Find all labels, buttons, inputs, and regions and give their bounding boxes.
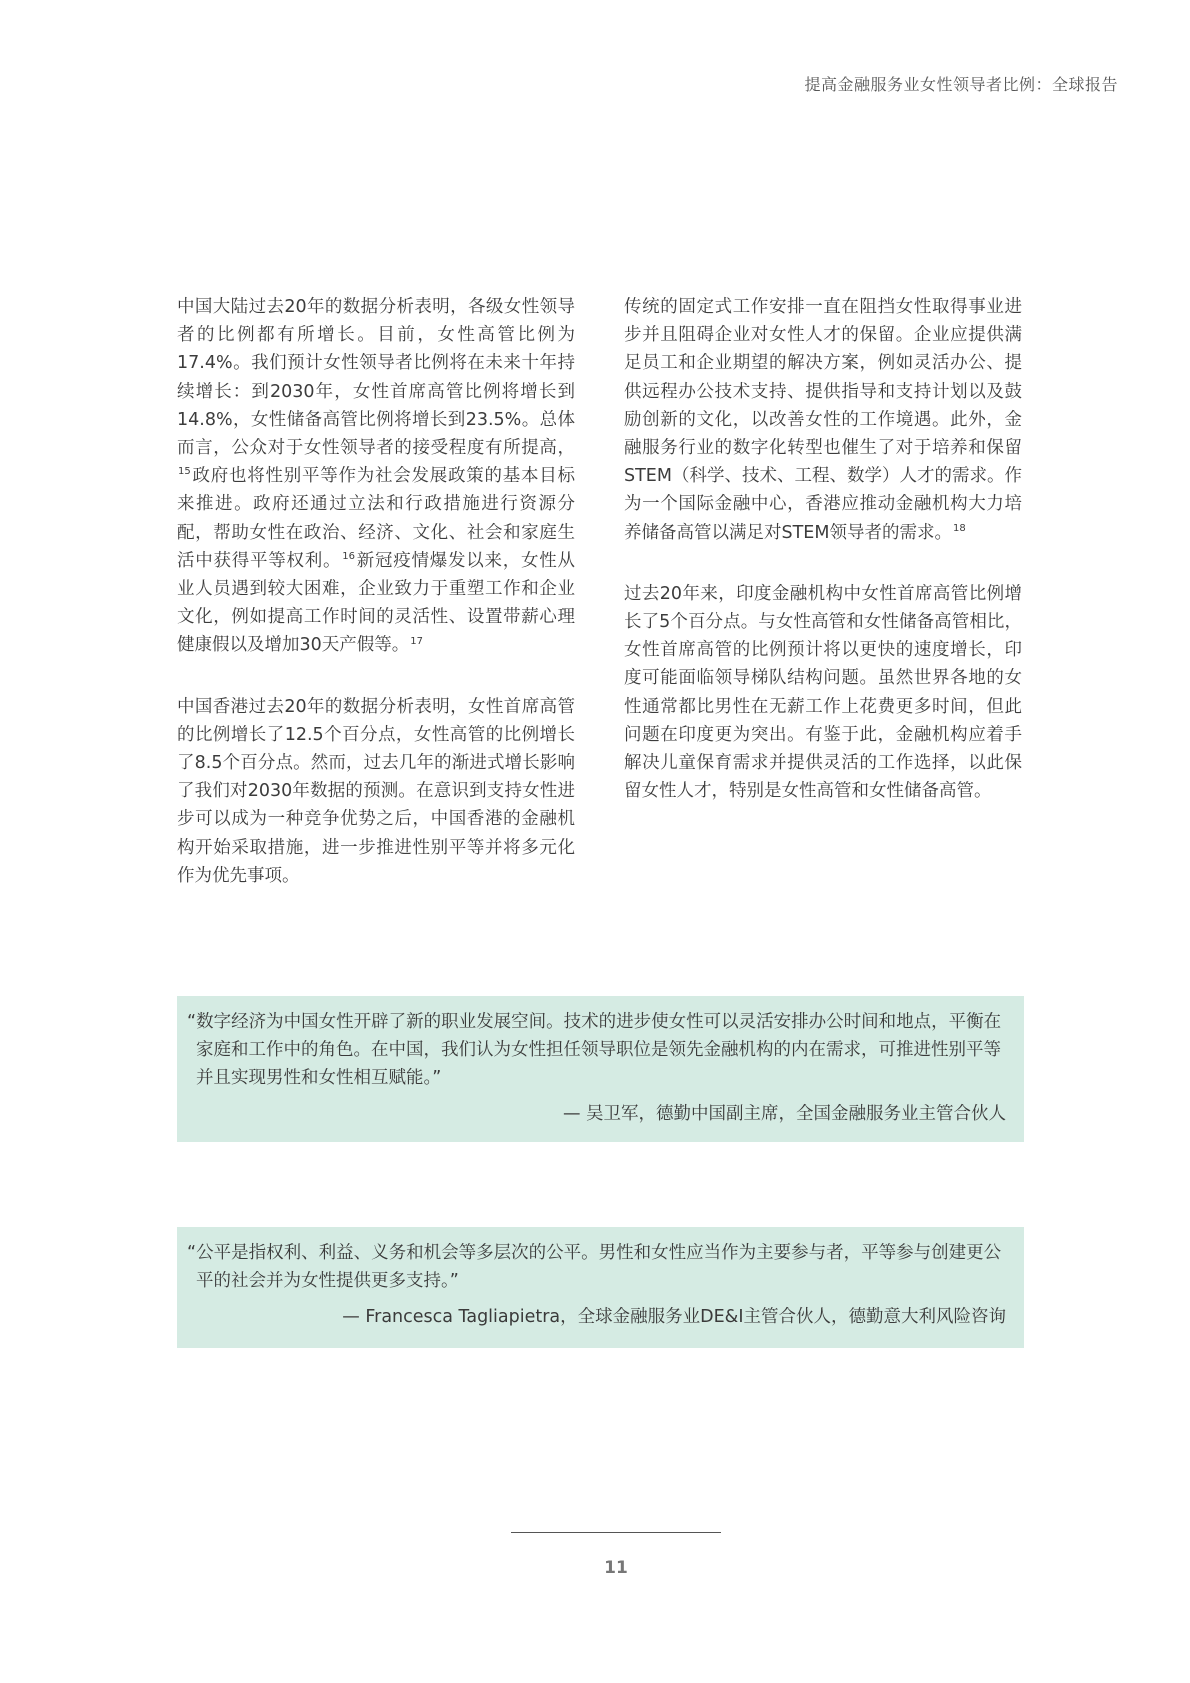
paragraph-text: 政府也将性别平等作为社会发展政策的基本目标来推进。政府还通过立法和行政措施进行资源分配，帮助女性在政治、经济、文化、社会和家庭生活中获得平等权利。 [177,466,575,571]
footnote-ref[interactable]: 18 [952,522,966,534]
footnote-ref[interactable]: 17 [410,635,424,647]
quote-text: “数字经济为中国女性开辟了新的职业发展空间。技术的进步使女性可以灵活安排办公时间和地点，平衡在家庭和工作中的角色。在中国，我们认为女性担任领导职位是领先金融机构的内在需求，可推进性别平等并且实现男性和女性相互赋能。” [187,1012,1002,1088]
paragraph-india: 过去20年来，印度金融机构中女性首席高管比例增长了5个百分点。与女性高管和女性储备高管相比，女性首席高管的比例预计将以更快的速度增长，印度可能面临领导梯队结构问题。虽然世界各地的女性通常都比男性在无薪工作上花费更多时间，但此问题在印度更为突出。有鉴于此，金融机构应着手解决儿童保育需求并提供灵活的工作选择，以此保留女性人才，特别是女性高管和女性储备高管。 [624,583,1022,802]
footnote-ref[interactable]: 16 [342,551,355,562]
paragraph-mainland-china [177,293,575,660]
quote-text: “公平是指权利、利益、义务和机会等多层次的公平。男性和女性应当作为主要参与者，平等参与创建更公平的社会并为女性提供更多支持。” [187,1243,1002,1291]
footnote-ref[interactable]: 15 [178,466,191,478]
quote-attribution: — Francesca Tagliapietra，全球金融服务业DE&I主管合伙人，德勤意大利风险咨询 [342,1307,1006,1327]
page-number: 11 [604,1558,628,1578]
footer-divider [511,1532,721,1533]
right-column [624,293,1022,838]
paragraph-text: 传统的固定式工作安排一直在阻挡女性取得事业进步并且阻碍企业对女性人才的保留。企业应提供满足员工和企业期望的解决方案，例如灵活办公、提供远程办公技术支持、提供指导和支持计划以及鼓励创新的文化，以改善女性的工作境遇。此外，金融服务行业的数字化转型也催生了对于培养和保留STEM（科学、技术、工程、数学）人才的需求。作为一个国际金融中心，香港应推动金融机构大力培养储备高管以满足对STEM领导者的需求。 [624,297,1022,543]
running-header: 提高金融服务业女性领导者比例：全球报告 [804,75,1118,94]
quote-box [177,1227,1024,1348]
paragraph-text: 中国大陆过去20年的数据分析表明，各级女性领导者的比例都有所增长。目前，女性高管比例为17.4%。我们预计女性领导者比例将在未来十年持续增长：到2030年，女性首席高管比例将增长到14.8%，女性储备高管比例将增长到23.5%。总体而言，公众对于女性领导者的接受程度有所提高， [177,297,575,459]
left-column [177,293,575,923]
quote-attribution: — 吴卫军，德勤中国副主席，全国金融服务业主管合伙人 [562,1104,1006,1124]
paragraph-hong-kong: 中国香港过去20年的数据分析表明，女性首席高管的比例增长了12.5个百分点，女性高管的比例增长了8.5个百分点。然而，过去几年的渐进式增长影响了我们对2030年数据的预测。在意识到支持女性进步可以成为一种竞争优势之后，中国香港的金融机构开始采取措施，进一步推进性别平等并将多元化作为优先事项。 [177,696,575,886]
quote-box [177,996,1024,1142]
paragraph-work-arrangements [624,293,1022,547]
paragraph-text: 新冠疫情爆发以来，女性从业人员遇到较大困难，企业致力于重塑工作和企业文化，例如提高工作时间的灵活性、设置带薪心理健康假以及增加30天产假等。 [177,550,576,656]
